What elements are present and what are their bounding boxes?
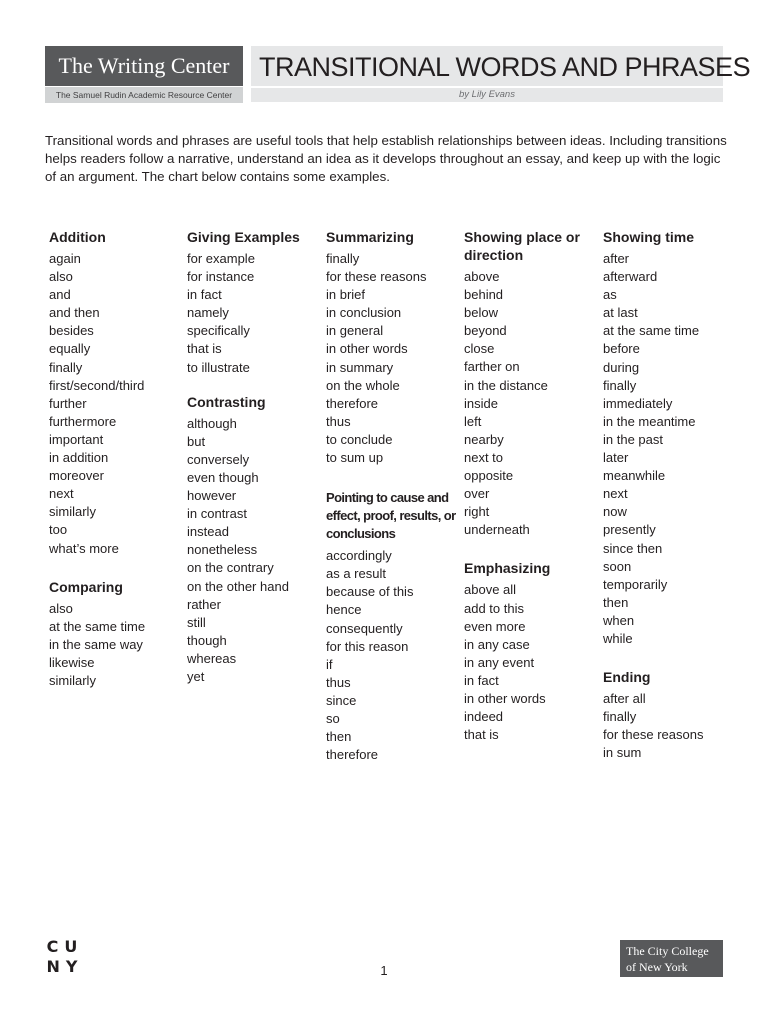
transition-item: equally	[49, 341, 91, 357]
transition-item: when	[603, 612, 635, 628]
transition-item: inside	[464, 395, 498, 411]
transition-item: next	[603, 486, 628, 502]
transition-item: afterward	[603, 269, 658, 285]
transition-item: thus	[326, 413, 351, 429]
transition-item: first/second/third	[49, 377, 145, 393]
transition-item: finally	[603, 377, 637, 393]
transition-item: similarly	[49, 504, 96, 520]
transition-item: in contrast	[187, 506, 247, 522]
transition-item: nearby	[464, 431, 504, 447]
transition-item: on the other hand	[187, 578, 289, 594]
transition-item: however	[187, 488, 237, 504]
transition-item: important	[49, 431, 104, 447]
transition-item: in conclusion	[326, 305, 402, 321]
transition-item: over	[464, 486, 490, 502]
transition-item: next	[49, 486, 74, 502]
transition-item: left	[464, 413, 482, 429]
transition-item: to illustrate	[187, 359, 250, 375]
transition-item: to conclude	[326, 431, 393, 447]
transition-item: finally	[603, 709, 637, 725]
transition-item: now	[603, 504, 627, 520]
transition-item: for these reasons	[603, 727, 704, 743]
transition-item: but	[187, 433, 206, 449]
transition-item: even though	[187, 469, 259, 485]
transition-item: in other words	[464, 690, 546, 706]
writing-center-logo: The Writing Center	[45, 46, 243, 86]
logo-subtitle: The Samuel Rudin Academic Resource Center	[45, 86, 243, 103]
section-heading: Emphasizing	[464, 560, 551, 577]
transition-item: then	[326, 729, 352, 745]
transition-item: consequently	[326, 620, 403, 636]
intro-paragraph: Transitional words and phrases are useful tools that help establish relationships between ideas. Including transitions helps readers follow a narrative, understand an idea as it develops throughout an essay, and keep up with the logic of an argument. The chart below contains some examples.	[45, 133, 727, 185]
transition-item: still	[187, 614, 206, 630]
transition-item: at the same time	[49, 618, 146, 634]
transition-list	[603, 250, 739, 648]
transition-item: later	[603, 450, 629, 466]
transition-item: rather	[187, 596, 221, 612]
transition-item: at last	[603, 305, 638, 321]
transition-item: yet	[187, 668, 205, 684]
transition-item: in general	[326, 323, 384, 339]
transition-item: in the meantime	[603, 413, 696, 429]
transition-item: since then	[603, 540, 663, 556]
transition-item: underneath	[464, 522, 530, 538]
transition-item: accordingly	[326, 548, 392, 564]
transition-list	[326, 250, 462, 467]
transition-item: for example	[187, 251, 255, 266]
transition-item: in any event	[464, 654, 535, 670]
transition-item: instead	[187, 524, 229, 540]
transition-item: beyond	[464, 323, 507, 339]
transition-item: meanwhile	[603, 468, 666, 484]
author-byline: by Lily Evans	[251, 88, 723, 102]
transition-item: in sum	[603, 745, 642, 761]
transition-item: finally	[326, 251, 360, 266]
transition-item: besides	[49, 323, 94, 339]
page-title: TRANSITIONAL WORDS AND PHRASES	[251, 46, 723, 86]
transition-item: therefore	[326, 395, 379, 411]
transition-item: finally	[49, 359, 83, 375]
transition-item: next to	[464, 449, 504, 465]
transition-item: during	[603, 359, 640, 375]
transition-item: in summary	[326, 359, 394, 375]
section-heading: Summarizing	[326, 229, 414, 245]
transition-list	[49, 600, 185, 690]
transition-item: that is	[187, 341, 222, 357]
transition-item: because of this	[326, 584, 414, 600]
transition-item: close	[464, 341, 495, 357]
transition-item: also	[49, 269, 73, 285]
transition-item: behind	[464, 287, 504, 303]
column-3	[326, 228, 462, 764]
transition-item: at the same time	[603, 323, 700, 339]
transition-item: in fact	[187, 287, 222, 303]
transition-item: indeed	[464, 709, 504, 725]
section-heading: Ending	[603, 669, 651, 686]
transition-item: although	[187, 415, 237, 431]
transition-item: before	[603, 341, 640, 357]
transition-item: in the same way	[49, 636, 143, 652]
column-2	[187, 228, 323, 686]
section-heading: Addition	[49, 229, 106, 245]
transition-item: as	[603, 287, 617, 303]
cuny-logo	[45, 938, 85, 978]
transition-item: farther on	[464, 359, 520, 375]
transition-item: thus	[326, 674, 351, 690]
column-5	[603, 228, 739, 762]
transition-item: nonetheless	[187, 542, 258, 558]
section-heading: Pointing to cause and effect, proof, results, or conclusions	[326, 490, 456, 542]
transition-item: below	[464, 305, 498, 321]
transition-item: after	[603, 251, 630, 266]
transition-item: even more	[464, 618, 526, 634]
transition-item: since	[326, 692, 357, 708]
transition-item: too	[49, 522, 68, 538]
transition-item: in fact	[464, 672, 499, 688]
transition-item: further	[49, 395, 87, 411]
transition-item: after all	[603, 691, 646, 707]
transition-item: again	[49, 251, 81, 266]
transition-item: therefore	[326, 747, 379, 763]
transition-list	[326, 547, 462, 764]
transition-list	[187, 415, 323, 686]
transition-item: for instance	[187, 269, 255, 285]
transition-item: on the whole	[326, 377, 400, 393]
transition-item: what’s more	[49, 540, 119, 556]
transition-item: for these reasons	[326, 269, 427, 285]
transition-item: in the distance	[464, 377, 548, 393]
transition-item: hence	[326, 602, 362, 618]
transition-list	[187, 250, 323, 377]
transition-item: and then	[49, 305, 100, 321]
transition-item: namely	[187, 305, 229, 321]
section-heading: Showing time	[603, 229, 694, 245]
transition-item: likewise	[49, 654, 95, 670]
transition-item: above all	[464, 582, 517, 598]
transition-item: and	[49, 287, 71, 303]
transition-item: in the past	[603, 431, 663, 447]
transition-item: furthermore	[49, 413, 117, 429]
transition-item: that is	[464, 727, 499, 743]
column-1	[49, 228, 185, 690]
transition-item: temporarily	[603, 576, 668, 592]
transition-item: conversely	[187, 451, 250, 467]
section-heading: Comparing	[49, 578, 123, 595]
transition-item: as a result	[326, 566, 386, 582]
transition-item: if	[326, 656, 333, 672]
page-number: 1	[380, 963, 388, 978]
ccny-logo: The City College of New York	[620, 940, 723, 977]
cuny-logo-bottom-letters: NY	[46, 957, 84, 976]
transition-item: soon	[603, 558, 632, 574]
transition-item: in other words	[326, 341, 408, 357]
transition-item: right	[464, 504, 490, 520]
transition-item: so	[326, 710, 340, 726]
transition-item: opposite	[464, 468, 514, 484]
transition-item: similarly	[49, 672, 96, 688]
transition-list	[464, 581, 600, 744]
transition-item: on the contrary	[187, 560, 274, 576]
section-heading: Giving Examples	[187, 229, 300, 245]
transition-item: add to this	[464, 600, 524, 616]
section-heading: Showing place or direction	[464, 229, 580, 263]
transition-item: whereas	[187, 650, 237, 666]
transition-list	[49, 250, 185, 558]
transition-item: while	[603, 630, 633, 646]
transition-item: presently	[603, 522, 656, 538]
transition-item: to sum up	[326, 450, 384, 466]
transition-item: immediately	[603, 395, 673, 411]
transition-list	[603, 690, 739, 762]
transition-item: though	[187, 632, 227, 648]
transition-item: also	[49, 600, 73, 616]
column-4	[464, 228, 600, 744]
transition-item: above	[464, 269, 500, 284]
transition-item: in addition	[49, 450, 109, 466]
transition-item: moreover	[49, 468, 104, 484]
transition-list	[464, 268, 600, 539]
transition-item: then	[603, 594, 629, 610]
transition-item: for this reason	[326, 638, 409, 654]
section-heading: Contrasting	[187, 393, 266, 410]
transition-item: in brief	[326, 287, 366, 303]
transition-item: specifically	[187, 323, 250, 339]
transition-item: in any case	[464, 636, 530, 652]
cuny-logo-top-letters: CU	[46, 937, 84, 956]
